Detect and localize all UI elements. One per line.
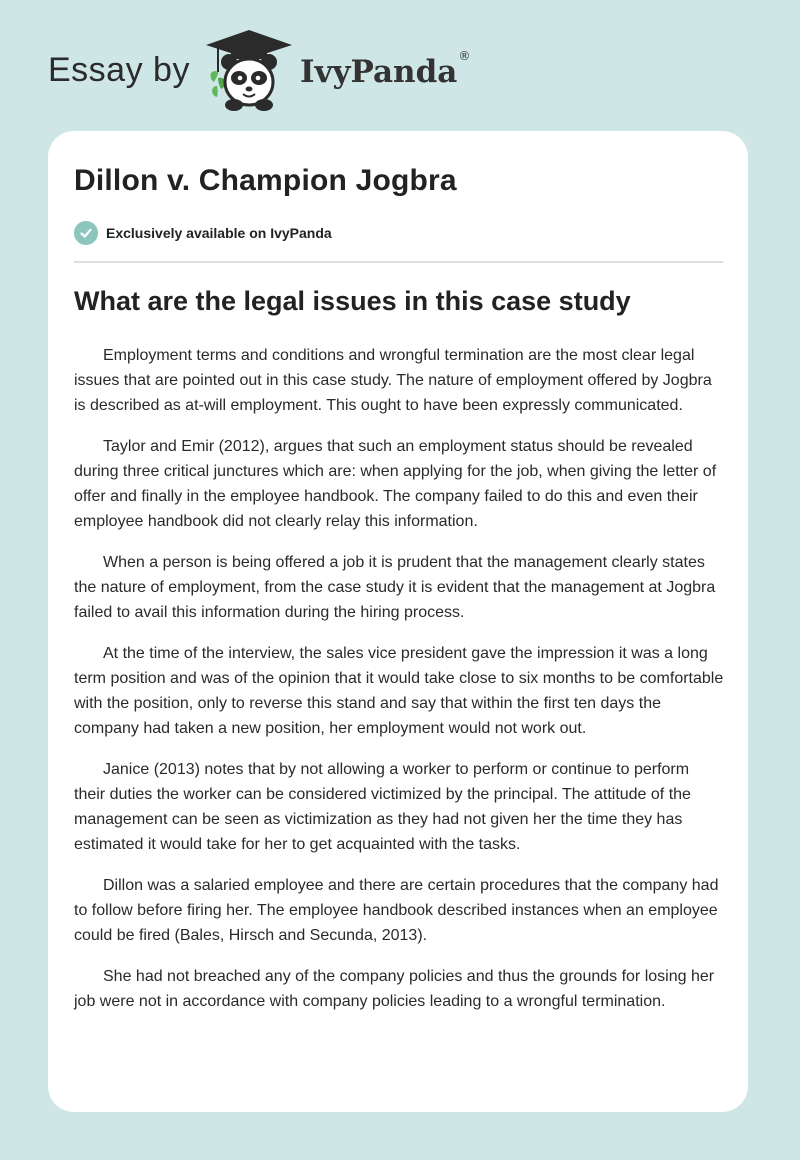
paragraph: Dillon was a salaried employee and there are certain procedures that the company had to follow before firing her. The employee handbook described instances when an employee could be fired (Bales, Hirsch and Secunda, 2013). bbox=[74, 877, 719, 944]
check-circle-icon bbox=[74, 221, 98, 245]
section-heading: What are the legal issues in this case study bbox=[74, 286, 631, 316]
registered-mark: ® bbox=[458, 49, 471, 63]
essay-card bbox=[48, 131, 748, 1112]
panda-graduate-icon bbox=[204, 28, 294, 112]
paragraph: She had not breached any of the company policies and thus the grounds for losing her job were not in accordance with company policies leading to a wrongful termination. bbox=[74, 968, 715, 1010]
brand-logo[interactable] bbox=[48, 28, 470, 112]
paragraph: Janice (2013) notes that by not allowing a worker to perform or continue to perform their duties the worker can be considered victimized by the principal. The attitude of the management can be seen as victimization as they had not given her the time they has estimated it would take for her to get acquainted with the tasks. bbox=[74, 761, 691, 853]
exclusive-badge bbox=[74, 221, 332, 245]
paragraph: When a person is being offered a job it is prudent that the management clearly states the nature of employment, from the case study it is evident that the management at Jogbra failed to avail this information during the hiring process. bbox=[74, 554, 716, 621]
exclusive-badge-text: Exclusively available on IvyPanda bbox=[106, 225, 332, 241]
essay-body bbox=[74, 343, 724, 1030]
divider bbox=[74, 261, 723, 263]
brand-prefix: Essay by bbox=[48, 50, 190, 89]
page-title: Dillon v. Champion Jogbra bbox=[74, 164, 457, 197]
brand-name: IvyPanda bbox=[299, 54, 458, 90]
paragraph: Taylor and Emir (2012), argues that such an employment status should be revealed during three critical junctures which are: when applying for the job, when giving the letter of offer and finally in the employee handbook. The company failed to do this and even their employee handbook did not clearly relay this information. bbox=[74, 438, 717, 530]
paragraph: Employment terms and conditions and wrongful termination are the most clear legal issues that are pointed out in this case study. The nature of employment offered by Jogbra is described as at-will employment. This ought to have been expressly communicated. bbox=[74, 347, 712, 414]
paragraph: At the time of the interview, the sales vice president gave the impression it was a long term position and was of the opinion that it would take close to six months to be comfortable with the position, only to reverse this stand and say that within the first ten days the company had taken a new position, her employment would not work out. bbox=[74, 645, 724, 737]
